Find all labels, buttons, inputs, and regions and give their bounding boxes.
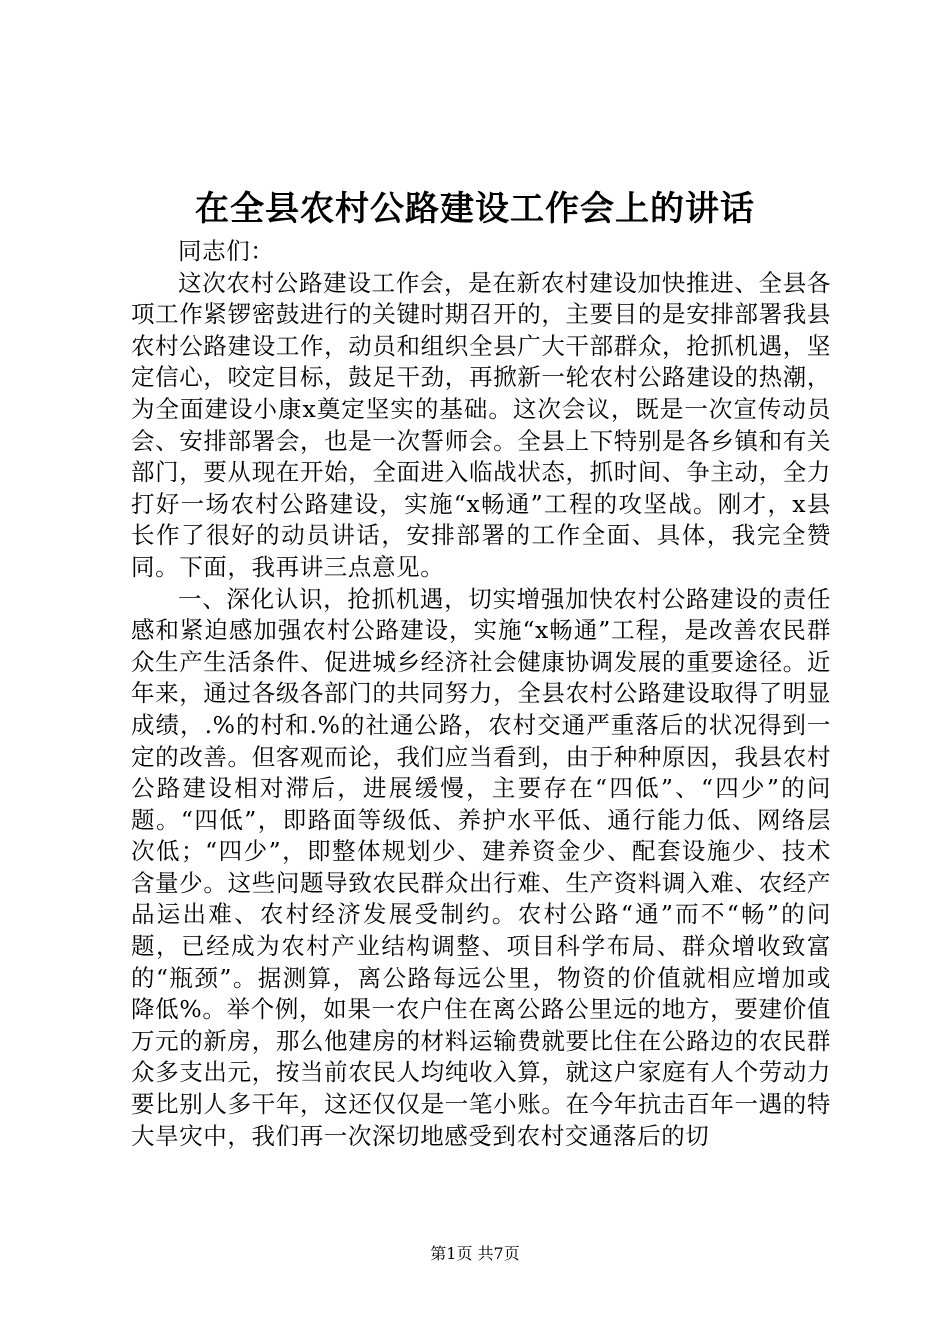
page-number-footer: 第1页 共7页 xyxy=(430,1244,520,1263)
paragraph-intro: 这次农村公路建设工作会，是在新农村建设加快推进、全县各项工作紧锣密鼓进行的关键时期召开的，主要目的是安排部署我县农村公路建设工作，动员和组织全县广大干部群众，抢抓机遇，坚定信心，咬定目标，鼓足干劲，再掀新一轮农村公路建设的热潮，为全面建设小康x奠定坚实的基础。这次会议，既是一次宣传动员会、安排部署会，也是一次誓师会。全县上下特别是各乡镇和有关部门，要从现在开始，全面进入临战状态，抓时间、争主动，全力打好一场农村公路建设，实施“x畅通”工程的攻坚战。刚才，x县长作了很好的动员讲话，安排部署的工作全面、具体，我完全赞同。下面，我再讲三点意见。 xyxy=(131,268,831,581)
document-title: 在全县农村公路建设工作会上的讲话 xyxy=(195,189,755,229)
paragraph-section-one: 一、深化认识，抢抓机遇，切实增强加快农村公路建设的责任感和紧迫感加强农村公路建设，实施“x畅通”工程，是改善农民群众生产生活条件、促进城乡经济社会健康协调发展的重要途径。近年来，通过各级各部门的共同努力，全县农村公路建设取得了明显成绩，.%的村和.%的社通公路，农村交通严重落后的状况得到一定的改善。但客观而论，我们应当看到，由于种种原因，我县农村公路建设相对滞后，进展缓慢，主要存在“四低”、“四少”的问题。“四低”，即路面等级低、养护水平低、通行能力低、网络层次低；“四少”，即整体规划少、建养资金少、配套设施少、技术含量少。这些问题导致农民群众出行难、生产资料调入难、农经产品运出难、农村经济发展受制约。农村公路“通”而不“畅”的问题，已经成为农村产业结构调整、项目科学布局、群众增收致富的“瓶颈”。据测算，离公路每远公里，物资的价值就相应增加或降低%。举个例，如果一农户住在离公路公里远的地方，要建价值万元的新房，那么他建房的材料运输费就要比住在公路边的农民群众多支出元，按当前农民人均纯收入算，就这户家庭有人个劳动力要比别人多干年，这还仅仅是一笔小账。在今年抗击百年一遇的特大旱灾中，我们再一次深切地感受到农村交通落后的切 xyxy=(131,584,831,1150)
document-body xyxy=(131,236,831,1152)
salutation: 同志们： xyxy=(178,237,275,265)
